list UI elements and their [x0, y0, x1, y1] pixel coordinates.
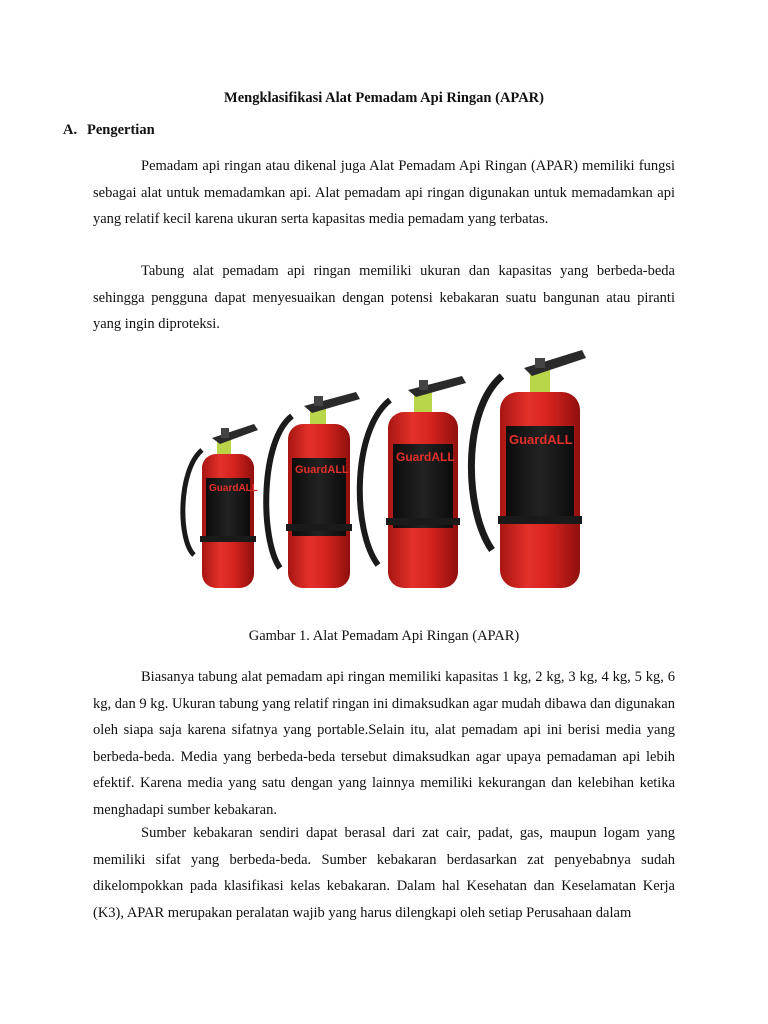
paragraph-3: Biasanya tabung alat pemadam api ringan memiliki kapasitas 1 kg, 2 kg, 3 kg, 4 kg, 5 kg, 6 kg, dan 9 kg. Ukuran tabung yang relatif ringan ini dimaksudkan agar mudah dibawa dan digunakan oleh siapa saja karena sifatnya yang portable.Selain itu, alat pemadam api ini berisi media yang berbeda-beda. Media yang berbeda-beda tersebut dimaksudkan agar upaya pemadaman api lebih efektif. Karena media yang satu dengan yang lainnya memiliki kekurangan dan kelebihan ketika menghadapi sumber kebakaran. — [93, 669, 675, 818]
extinguisher-large — [471, 350, 586, 588]
paragraph-4: Sumber kebakaran sendiri dapat berasal dari zat cair, padat, gas, maupun logam yang memiliki sifat yang berbeda-beda. Sumber kebakaran berdasarkan zat penyebabnya sudah dikelompokkan pada klasifikasi kelas kebakaran. Dalam hal Kesehatan dan Keselamatan Kerja (K3), APAR merupakan peralatan wajib yang harus dilengkapi oleh setiap Perusahaan dalam — [93, 825, 675, 921]
section-heading — [63, 120, 155, 140]
brand-logo-text: GuardALL — [295, 464, 349, 476]
paragraph-2: Tabung alat pemadam api ringan memiliki ukuran dan kapasitas yang berbeda-beda sehingga pengguna dapat menyesuaikan dengan potensi kebakaran suatu bangunan atau piranti yang ingin diproteksi. — [93, 263, 675, 332]
figure-caption: Gambar 1. Alat Pemadam Api Ringan (APAR) — [248, 628, 520, 644]
brand-logo-text: GuardALL — [209, 483, 258, 494]
extinguisher-small — [183, 424, 258, 588]
section-heading-text: Pengertian — [87, 122, 155, 138]
fire-extinguishers-illustration — [172, 340, 596, 595]
brand-logo-text: GuardALL — [509, 432, 573, 447]
section-number: A. — [63, 122, 78, 138]
brand-logo-text: GuardALL — [396, 450, 455, 464]
document-title: Mengklasifikasi Alat Pemadam Api Ringan (APAR) — [224, 90, 544, 106]
extinguisher-medium-small — [266, 392, 360, 588]
paragraph-1: Pemadam api ringan atau dikenal juga Alat Pemadam Api Ringan (APAR) memiliki fungsi sebagai alat untuk memadamkan api. Alat pemadam api ringan digunakan untuk memadamkan api yang relatif kecil karena ukuran serta kapasitas media pemadam yang terbatas. — [93, 158, 675, 227]
extinguisher-medium-large — [360, 376, 466, 588]
fire-extinguishers-figure — [172, 340, 596, 595]
